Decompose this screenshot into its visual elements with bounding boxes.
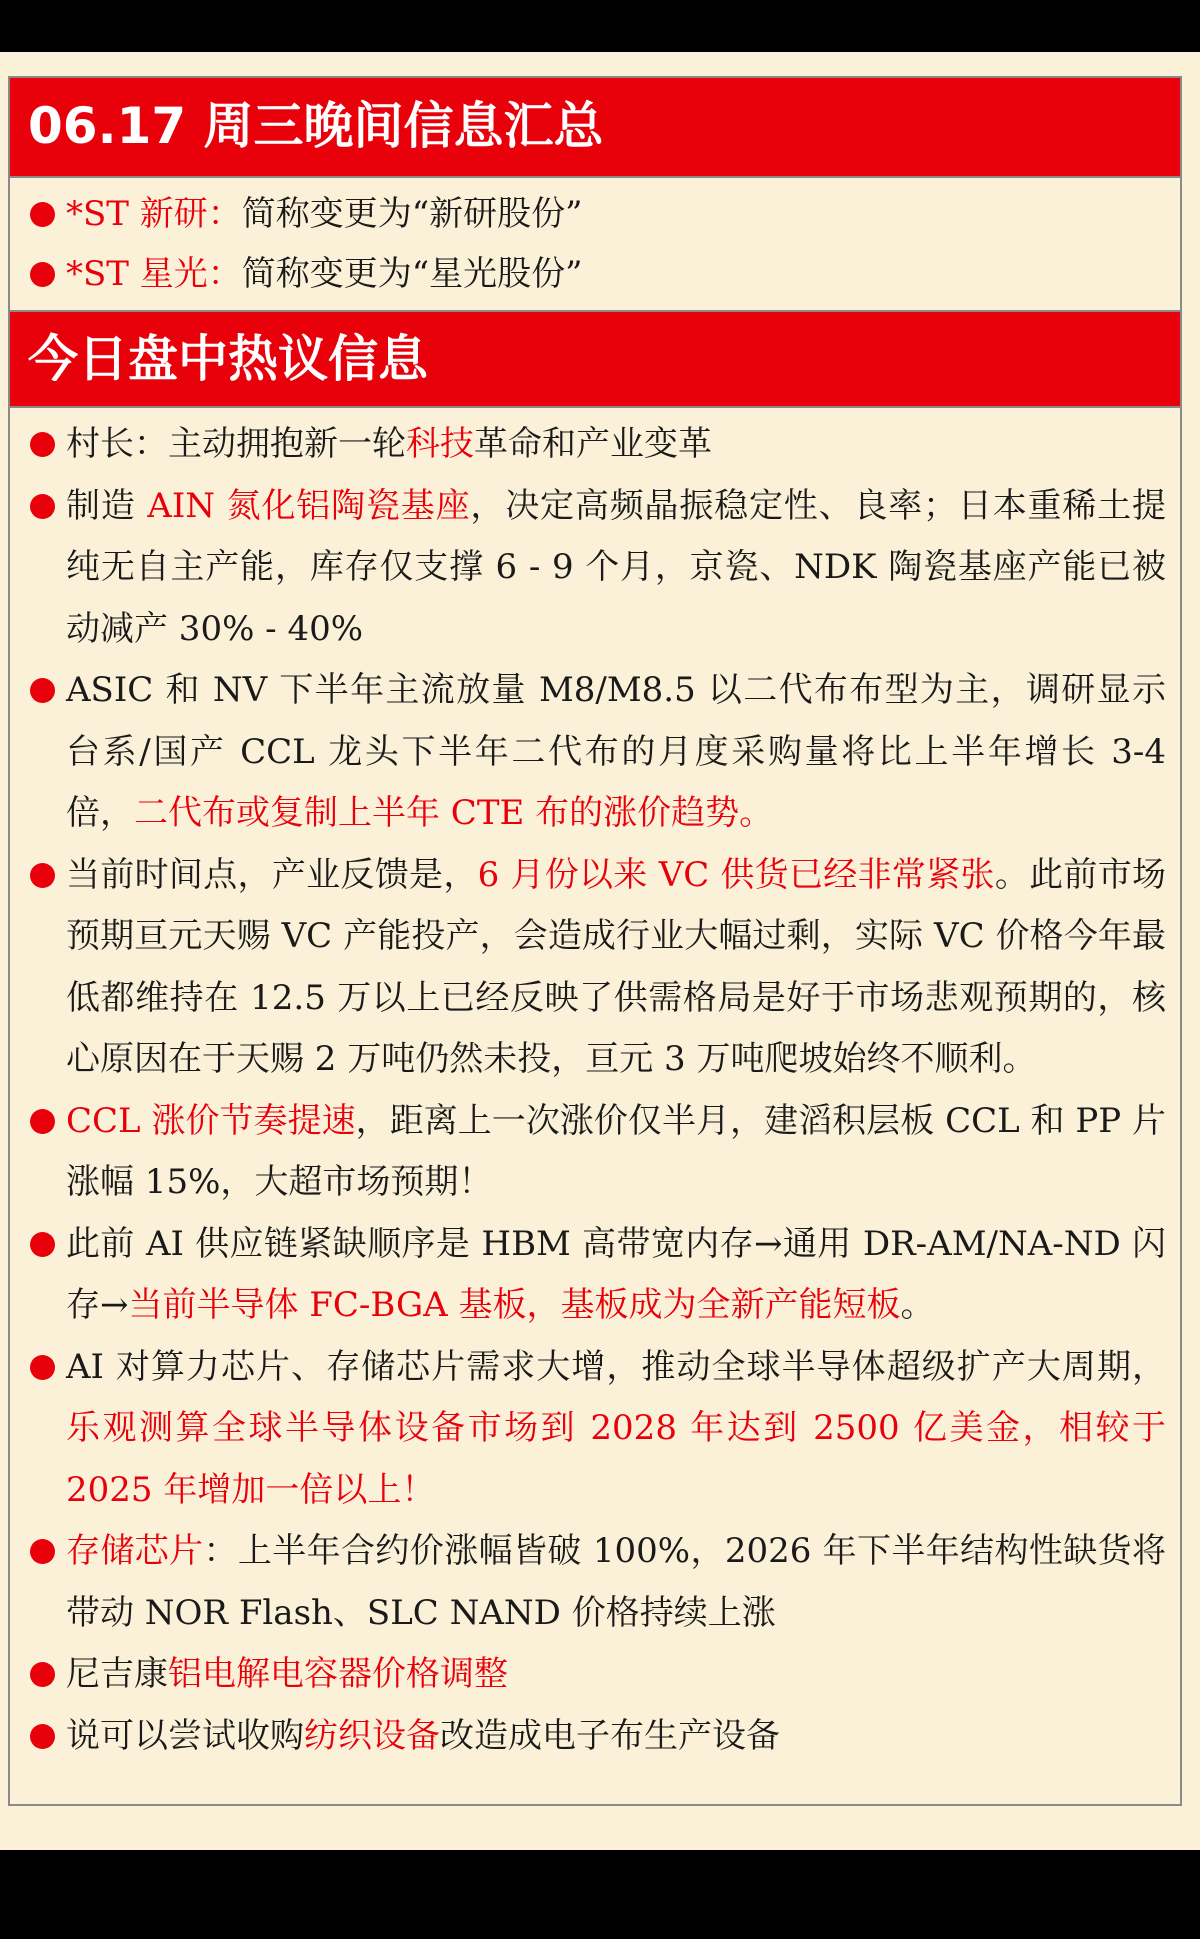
rename-text: 简称变更为“星光股份” — [241, 254, 583, 294]
top-black-bar — [0, 0, 1200, 52]
highlight-text: 存储芯片 — [66, 1531, 204, 1571]
list-item: 村长：主动拥抱新一轮科技革命和产业变革 — [10, 414, 1180, 476]
highlight-text: 乐观测算全球半导体设备市场到 2028 年达到 2500 亿美金，相较于 2025 年增加一倍以上！ — [66, 1408, 1166, 1510]
info-card — [8, 76, 1182, 1806]
hot-topics-header: 今日盘中热议信息 — [10, 310, 1180, 408]
highlight-text: 铝电解电容器价格调整 — [168, 1654, 508, 1694]
list-item: AI 对算力芯片、存储芯片需求大增，推动全球半导体超级扩产大周期，乐观测算全球半导体设备市场到 2028 年达到 2500 亿美金，相较于 2025 年增加一倍以上！ — [10, 1337, 1180, 1522]
list-item: 制造 AIN 氮化铝陶瓷基座，决定高频晶振稳定性、良率；日本重稀土提纯无自主产能，库存仅支撑 6 - 9 个月，京瓷、NDK 陶瓷基座产能已被动减产 30% - 40% — [10, 476, 1180, 661]
rename-item — [10, 244, 1180, 304]
list-item: ASIC 和 NV 下半年主流放量 M8/M8.5 以二代布布型为主，调研显示台系/国产 CCL 龙头下半年二代布的月度采购量将比上半年增长 3-4 倍，二代布或复制上半年 CTE 布的涨价趋势。 — [10, 660, 1180, 845]
list-item: 存储芯片：上半年合约价涨幅皆破 100%，2026 年下半年结构性缺货将带动 NOR Flash、SLC NAND 价格持续上涨 — [10, 1521, 1180, 1644]
rename-section — [10, 178, 1180, 310]
highlight-text: CCL 涨价节奏提速 — [66, 1100, 356, 1141]
highlight-text: 当前半导体 FC-BGA 基板，基板成为全新产能短板 — [128, 1285, 901, 1325]
highlight-text: AIN 氮化铝陶瓷基座 — [147, 485, 471, 526]
list-item: 此前 AI 供应链紧缺顺序是 HBM 高带宽内存→通用 DR-AM/NA-ND 闪存→当前半导体 FC-BGA 基板，基板成为全新产能短板。 — [10, 1214, 1180, 1337]
stock-name: *ST 星光： — [66, 254, 242, 294]
hot-topics-list — [10, 408, 1180, 1767]
rename-item — [10, 184, 1180, 244]
highlight-text: 二代布或复制上半年 CTE 布的涨价趋势。 — [134, 793, 774, 833]
list-item: 说可以尝试收购纺织设备改造成电子布生产设备 — [10, 1706, 1180, 1768]
rename-text: 简称变更为“新研股份” — [241, 194, 583, 234]
summary-header: 06.17 周三晚间信息汇总 — [10, 78, 1180, 178]
list-item: 尼吉康铝电解电容器价格调整 — [10, 1644, 1180, 1706]
highlight-text: 纺织设备 — [304, 1715, 440, 1756]
list-item: CCL 涨价节奏提速，距离上一次涨价仅半月，建滔积层板 CCL 和 PP 片涨幅 15%，大超市场预期！ — [10, 1091, 1180, 1214]
stock-name: *ST 新研： — [66, 194, 242, 234]
list-item: 当前时间点，产业反馈是，6 月份以来 VC 供货已经非常紧张。此前市场预期亘元天赐 VC 产能投产，会造成行业大幅过剩，实际 VC 价格今年最低都维持在 12.5 万以上已经反映了供需格局是好于市场悲观预期的，核心原因在于天赐 2 万吨仍然未投，亘元 3 万吨爬坡始终不顺利。 — [10, 845, 1180, 1091]
page-background — [0, 52, 1200, 1850]
highlight-text: 科技 — [406, 424, 474, 464]
bottom-black-bar — [0, 1850, 1200, 1939]
highlight-text: 6 月份以来 VC 供货已经非常紧张 — [477, 854, 995, 895]
